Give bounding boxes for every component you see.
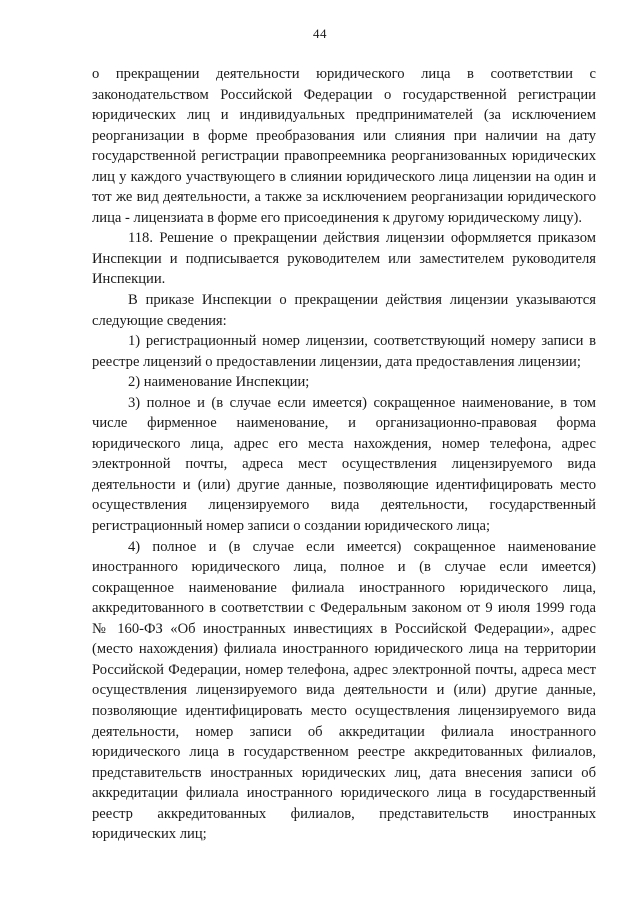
page-number: 44 bbox=[313, 26, 327, 41]
paragraph-118: 118. Решение о прекращении действия лицензии оформляется приказом Инспекции и подписывается руководителем или заместителем руководителя Инспекции. bbox=[92, 230, 596, 288]
paragraph-continuation: о прекращении деятельности юридического лица в соответствии с законодательством Российской Федерации о государственной регистрации юридических лиц и индивидуальных предпринимателей (за исключением реорганизации в форме преобразования или слияния при наличии на дату государственной регистрации правопреемника реорганизованных юридических лиц у каждого участвующего в слиянии юридического лица лицензии на один и тот же вид деятельности, а также за исключением реорганизации юридического лица - лицензиата в форме его присоединения к другому юридическому лицу). bbox=[92, 66, 596, 226]
list-item-1: 1) регистрационный номер лицензии, соответствующий номеру записи в реестре лицензий о предоставлении лицензии, дата предоставления лицензии; bbox=[92, 333, 596, 370]
list-item-3: 3) полное и (в случае если имеется) сокращенное наименование, в том числе фирменное наименование, и организационно-правовая форма юридического лица, адрес его места нахождения, номер телефона, адрес электронной почты, адреса мест осуществления лицензируемого вида деятельности и (или) другие данные, позволяющие идентифицировать место осуществления лицензируемого вида деятельности, государственный регистрационный номер записи о создании юридического лица; bbox=[92, 394, 596, 535]
paragraph-order-contents: В приказе Инспекции о прекращении действия лицензии указываются следующие сведения: bbox=[92, 292, 596, 329]
list-item-4: 4) полное и (в случае если имеется) сокращенное наименование иностранного юридического лица, полное и (в случае если имеется) сокращенное наименование филиала иностранного юридического лица, аккредитованного в соответствии с Федеральным законом от 9 июля 1999 года № 160-ФЗ «Об иностранных инвестициях в Российской Федерации», адрес (место нахождения) филиала иностранного юридического лица на территории Российской Федерации, номер телефона, адрес электронной почты, адреса мест осуществления лицензируемого вида деятельности и (или) другие данные, позволяющие идентифицировать место осуществления лицензируемого вида деятельности, номер записи об аккредитации филиала иностранного юридического лица в государственном реестре аккредитованных филиалов, представительств иностранных юридических лиц, дата внесения записи об аккредитации филиала иностранного юридического лица в государственный реестр аккредитованных филиалов, представительств иностранных юридических лиц; bbox=[92, 538, 596, 843]
document-body bbox=[92, 64, 596, 845]
list-item-2: 2) наименование Инспекции; bbox=[128, 374, 310, 391]
